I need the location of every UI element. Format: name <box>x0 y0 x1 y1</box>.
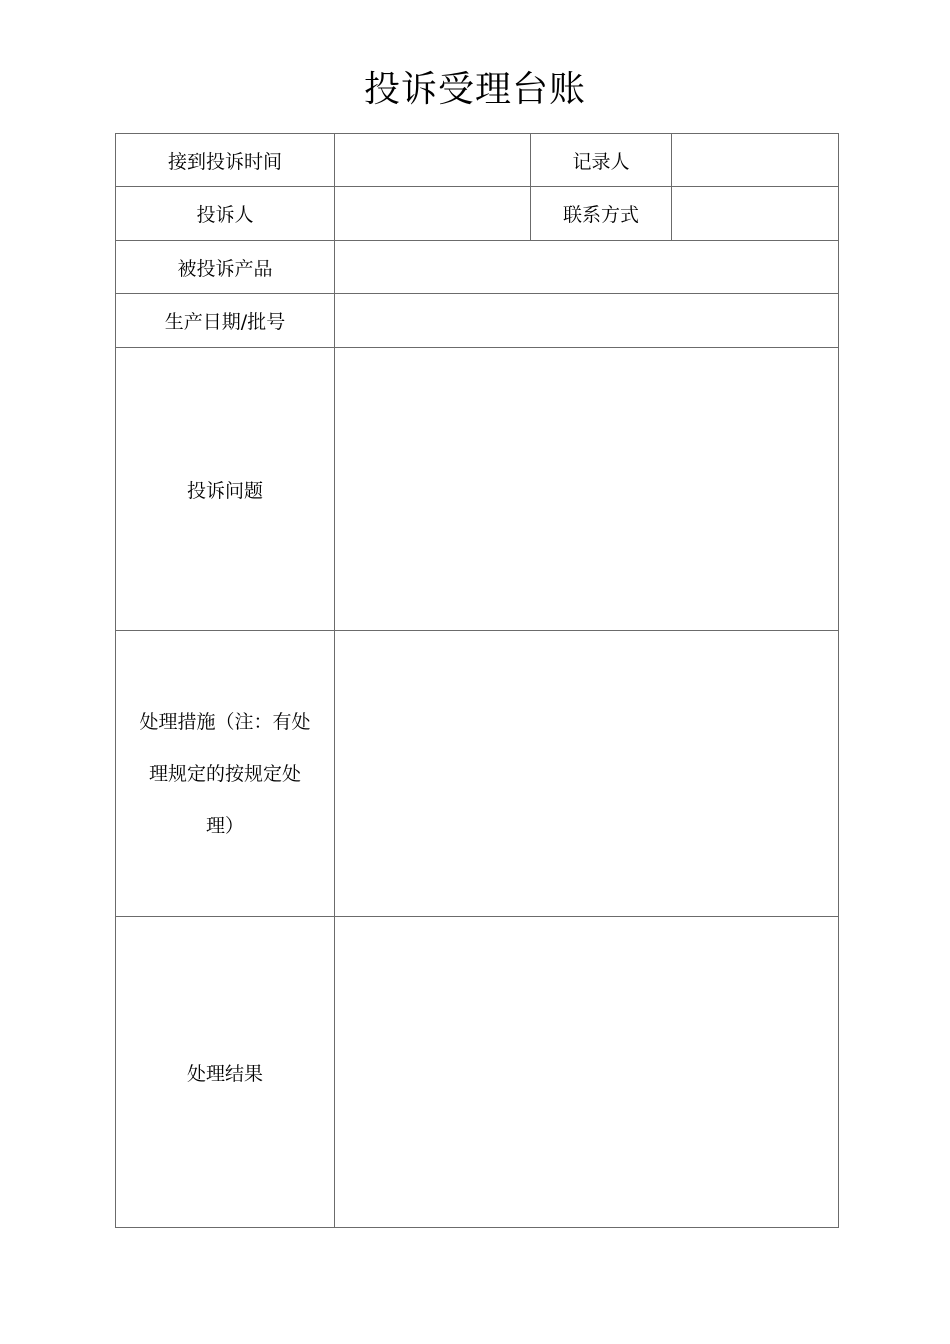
table-row <box>116 631 839 917</box>
table-row <box>116 241 839 294</box>
measures-label: 处理措施（注：有处理规定的按规定处理） <box>139 710 311 837</box>
product-field[interactable] <box>335 241 839 294</box>
issue-label: 投诉问题 <box>116 348 335 631</box>
batch-label: 生产日期/批号 <box>116 294 335 348</box>
receive-time-field[interactable] <box>335 134 531 187</box>
table-row <box>116 348 839 631</box>
recorder-label: 记录人 <box>531 134 672 187</box>
result-label: 处理结果 <box>116 917 335 1228</box>
table-row <box>116 134 839 187</box>
complainant-label: 投诉人 <box>116 187 335 241</box>
batch-field[interactable] <box>335 294 839 348</box>
table-row <box>116 917 839 1228</box>
complainant-field[interactable] <box>335 187 531 241</box>
page-title: 投诉受理台账 <box>363 69 586 110</box>
product-label: 被投诉产品 <box>116 241 335 294</box>
result-field[interactable] <box>335 917 839 1228</box>
issue-field[interactable] <box>335 348 839 631</box>
receive-time-label: 接到投诉时间 <box>116 134 335 187</box>
contact-field[interactable] <box>672 187 839 241</box>
measures-field[interactable] <box>335 631 839 917</box>
recorder-field[interactable] <box>672 134 839 187</box>
complaint-ledger-table <box>115 133 839 1228</box>
table-row <box>116 294 839 348</box>
contact-label: 联系方式 <box>531 187 672 241</box>
table-row <box>116 187 839 241</box>
measures-label-cell <box>116 631 335 917</box>
